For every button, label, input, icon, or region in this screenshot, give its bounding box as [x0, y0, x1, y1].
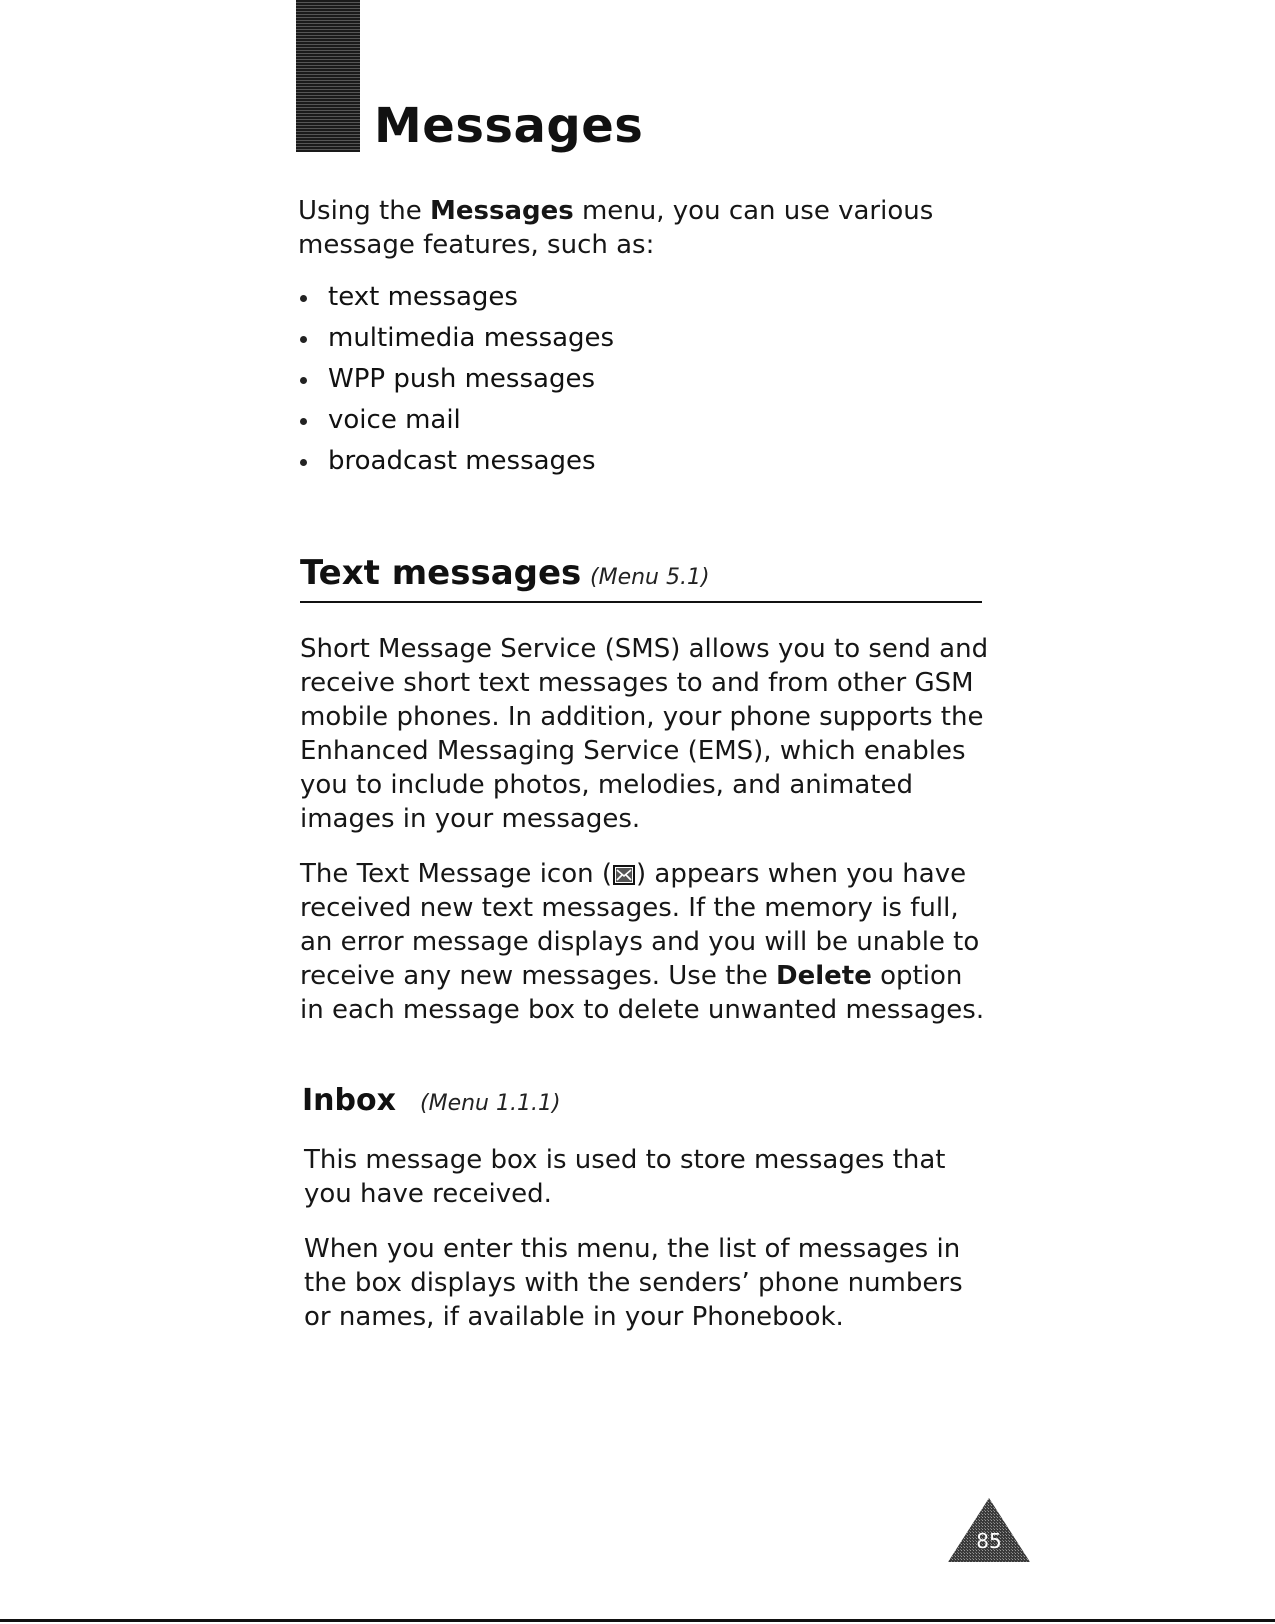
- inbox-paragraph-1: This message box is used to store messages that you have received.: [304, 1145, 946, 1209]
- list-item: WPP push messages: [298, 359, 614, 400]
- list-item: broadcast messages: [298, 441, 614, 482]
- page-number: 85: [976, 1529, 1002, 1553]
- message-envelope-icon: [613, 865, 635, 885]
- intro-text-after: menu, you can use various message features, such as:: [298, 196, 934, 260]
- bottom-divider: [0, 1619, 1275, 1622]
- intro-text-before: Using the: [298, 196, 430, 226]
- section-heading-text-messages: [300, 553, 982, 603]
- intro-paragraph: [298, 194, 958, 262]
- icon-para-middle: ) appears when you have received new text messages. If the memory is full, an error message displays and you will be unable to receive any new messages. Use the: [300, 859, 980, 991]
- intro-bold-messages: Messages: [429, 196, 574, 226]
- text-message-icon-paragraph: [300, 857, 990, 1027]
- icon-para-before: The Text Message icon (: [300, 859, 612, 889]
- list-item: multimedia messages: [298, 318, 614, 359]
- delete-option-bold: Delete: [776, 961, 872, 991]
- subsection-title: Inbox: [302, 1083, 396, 1118]
- chapter-marker-block: [296, 0, 360, 152]
- subsection-menu-ref: (Menu 1.1.1): [420, 1091, 561, 1116]
- list-item: voice mail: [298, 400, 614, 441]
- feature-list: [298, 277, 614, 482]
- inbox-paragraph-2: When you enter this menu, the list of messages in the box displays with the senders’ phone numbers or names, if available in your Phonebook.: [304, 1234, 963, 1332]
- chapter-title: Messages: [374, 98, 644, 154]
- icon-para-end: option in each message box to delete unwanted messages.: [300, 961, 985, 1025]
- section-menu-ref: (Menu 5.1): [590, 565, 710, 590]
- sms-paragraph: Short Message Service (SMS) allows you to send and receive short text messages to and from other GSM mobile phones. In addition, your phone supports the Enhanced Messaging Service (EMS), which enables you to include photos, melodies, and animated images in your messages.: [300, 634, 989, 834]
- section-title: Text messages: [300, 553, 582, 593]
- list-item: text messages: [298, 277, 614, 318]
